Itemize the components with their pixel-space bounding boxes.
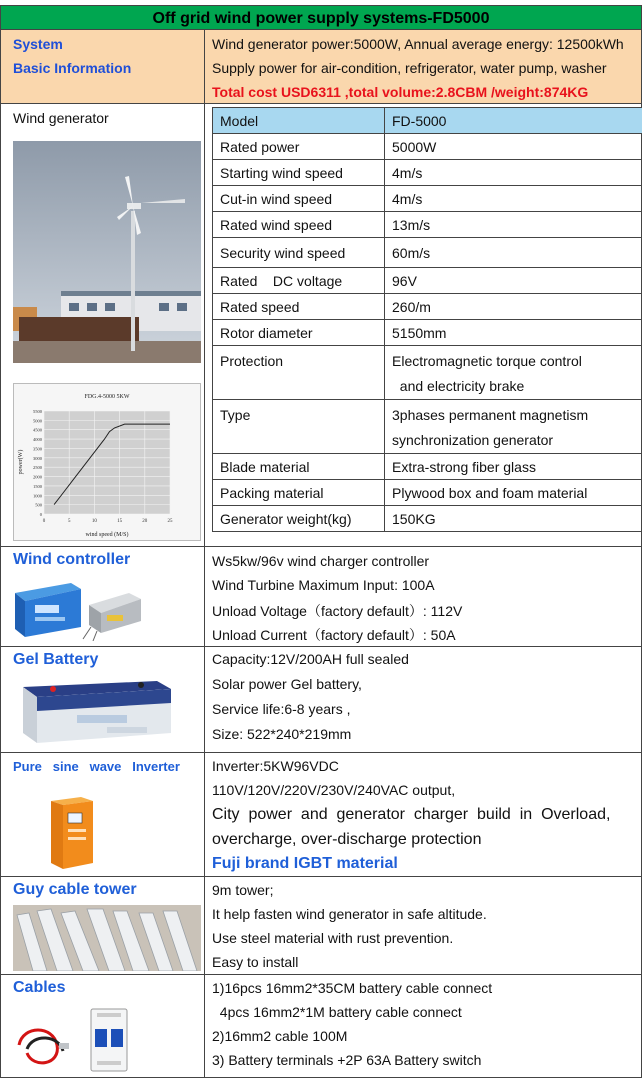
battery-line-3: Service life:6-8 years , bbox=[212, 701, 351, 717]
wind-generator-label: Wind generator bbox=[13, 110, 109, 126]
spec-value: 60m/s bbox=[385, 238, 642, 268]
wind-controller-photo bbox=[11, 575, 146, 641]
x-tick-label: 5 bbox=[67, 519, 71, 524]
y-tick-label: 5500 bbox=[33, 409, 42, 414]
tower-label: Guy cable tower bbox=[13, 881, 137, 898]
spec-key: Security wind speed bbox=[213, 238, 385, 268]
spec-value: 4m/s bbox=[385, 186, 642, 212]
generator-spec-table bbox=[212, 107, 642, 532]
system-label: System bbox=[13, 36, 63, 52]
x-tick-label: 25 bbox=[167, 519, 173, 524]
inverter-section bbox=[0, 753, 642, 877]
spec-row bbox=[213, 212, 642, 238]
chart-ylabel: power(W) bbox=[18, 449, 24, 475]
system-supply-line: Supply power for air-condition, refrigerator, water pump, washer bbox=[212, 60, 607, 76]
spec-value: 5000W bbox=[385, 134, 642, 160]
spec-value bbox=[385, 346, 642, 400]
spec-row bbox=[213, 400, 642, 454]
inverter-photo bbox=[47, 793, 97, 871]
spec-value: 5150mm bbox=[385, 320, 642, 346]
spec-row bbox=[213, 294, 642, 320]
spec-key: Rated DC voltage bbox=[213, 268, 385, 294]
cables-line-4: 3) Battery terminals +2P 63A Battery switch bbox=[212, 1052, 482, 1068]
spec-key: Rated speed bbox=[213, 294, 385, 320]
battery-line-2: Solar power Gel battery, bbox=[212, 676, 362, 692]
wind-turbine-photo bbox=[13, 141, 201, 363]
system-label-cell bbox=[1, 30, 205, 103]
cables-section bbox=[0, 975, 642, 1078]
cables-line-2: 4pcs 16mm2*1M battery cable connect bbox=[212, 1004, 462, 1020]
spec-row bbox=[213, 268, 642, 294]
spec-value: FD-5000 bbox=[385, 108, 642, 134]
controller-line-2: Wind Turbine Maximum Input: 100A bbox=[212, 577, 435, 593]
spec-value: 96V bbox=[385, 268, 642, 294]
spec-value-line: synchronization generator bbox=[392, 432, 554, 448]
y-tick-label: 3000 bbox=[33, 455, 42, 461]
x-tick-label: 0 bbox=[42, 519, 46, 524]
wind-controller-left-cell bbox=[1, 547, 205, 646]
inverter-line-1: Inverter:5KW96VDC bbox=[212, 758, 339, 774]
inverter-line-4: overcharge, over-discharge protection bbox=[212, 831, 482, 848]
y-tick-label: 1000 bbox=[33, 493, 42, 499]
spec-key: Generator weight(kg) bbox=[213, 506, 385, 532]
x-tick-label: 15 bbox=[117, 519, 123, 524]
spec-row bbox=[213, 320, 642, 346]
spec-value: 13m/s bbox=[385, 212, 642, 238]
cables-line-3: 2)16mm2 cable 100M bbox=[212, 1028, 348, 1044]
page-title: Off grid wind power supply systems-FD5000 bbox=[0, 5, 642, 30]
y-tick-label: 4000 bbox=[33, 437, 42, 443]
x-tick-label: 10 bbox=[91, 519, 97, 524]
system-power-line: Wind generator power:5000W, Annual average energy: 12500kWh bbox=[212, 36, 624, 52]
x-tick-label: 20 bbox=[142, 519, 148, 524]
cables-line-1: 1)16pcs 16mm2*35CM battery cable connect bbox=[212, 980, 493, 996]
tower-line-2: It help fasten wind generator in safe altitude. bbox=[212, 906, 487, 922]
y-tick-label: 4500 bbox=[33, 427, 42, 433]
gel-battery-section bbox=[0, 647, 642, 753]
spec-row bbox=[213, 238, 642, 268]
guy-cable-tower-section bbox=[0, 877, 642, 975]
y-tick-label: 2500 bbox=[33, 465, 42, 471]
wind-controller-section bbox=[0, 547, 642, 647]
spec-row bbox=[213, 134, 642, 160]
spec-value: Plywood box and foam material bbox=[385, 480, 642, 506]
spec-key: Cut-in wind speed bbox=[213, 186, 385, 212]
controller-line-3: Unload Voltage（factory default）: 112V bbox=[212, 603, 463, 619]
chart-title: FDG.4-5000 5KW bbox=[84, 394, 130, 400]
inverter-label: Pure sine wave Inverter bbox=[13, 759, 180, 774]
tower-line-4: Easy to install bbox=[212, 954, 299, 970]
y-tick-label: 2000 bbox=[33, 474, 42, 480]
y-tick-label: 3500 bbox=[33, 446, 42, 452]
controller-line-4: Unload Current（factory default）: 50A bbox=[212, 627, 456, 643]
cables-left-cell bbox=[1, 975, 205, 1077]
spec-value: 150KG bbox=[385, 506, 642, 532]
gel-battery-photo bbox=[17, 675, 177, 747]
spec-value-line: and electricity brake bbox=[392, 378, 525, 394]
spec-row bbox=[213, 160, 642, 186]
power-curve-svg bbox=[14, 384, 200, 540]
spec-key: Rated wind speed bbox=[213, 212, 385, 238]
cables-photo bbox=[13, 1005, 143, 1073]
wind-generator-section bbox=[0, 104, 642, 547]
tower-line-3: Use steel material with rust prevention. bbox=[212, 930, 454, 946]
gel-battery-left-cell bbox=[1, 647, 205, 752]
inverter-line-3: City power and generator charger build in Overload, bbox=[212, 806, 611, 823]
system-basic-info bbox=[0, 30, 642, 104]
spec-row bbox=[213, 346, 642, 400]
inverter-line-5: Fuji brand IGBT material bbox=[212, 855, 398, 872]
spec-key: Blade material bbox=[213, 454, 385, 480]
spec-row bbox=[213, 108, 642, 134]
tower-left-cell bbox=[1, 877, 205, 974]
spec-key: Rated power bbox=[213, 134, 385, 160]
controller-line-1: Ws5kw/96v wind charger controller bbox=[212, 553, 430, 569]
battery-line-4: Size: 522*240*219mm bbox=[212, 726, 352, 742]
y-tick-label: 500 bbox=[35, 502, 42, 508]
power-curve-chart bbox=[13, 383, 201, 541]
spec-key: Starting wind speed bbox=[213, 160, 385, 186]
spec-value: Extra-strong fiber glass bbox=[385, 454, 642, 480]
spec-row bbox=[213, 454, 642, 480]
inverter-line-2: 110V/120V/220V/230V/240VAC output, bbox=[212, 782, 456, 798]
y-tick-label: 1500 bbox=[33, 483, 42, 489]
y-tick-label: 5000 bbox=[33, 418, 42, 424]
system-total-cost: Total cost USD6311 ,total volume:2.8CBM /weight:874KG bbox=[212, 84, 589, 100]
plot-area bbox=[44, 411, 170, 514]
spec-value-line: Electromagnetic torque control bbox=[392, 353, 582, 369]
spec-key: Type bbox=[213, 400, 385, 454]
spec-key: Protection bbox=[213, 346, 385, 400]
spec-row bbox=[213, 480, 642, 506]
tower-line-1: 9m tower; bbox=[212, 882, 274, 898]
spec-row bbox=[213, 506, 642, 532]
spec-key: Packing material bbox=[213, 480, 385, 506]
spec-key: Rotor diameter bbox=[213, 320, 385, 346]
gel-battery-label: Gel Battery bbox=[13, 651, 99, 668]
y-tick-label: 0 bbox=[39, 512, 42, 517]
inverter-left-cell bbox=[1, 753, 205, 876]
wind-controller-label: Wind controller bbox=[13, 551, 131, 568]
battery-line-1: Capacity:12V/200AH full sealed bbox=[212, 651, 409, 667]
spec-key: Model bbox=[213, 108, 385, 134]
spec-value-line: 3phases permanent magnetism bbox=[392, 407, 589, 423]
tower-photo bbox=[13, 905, 201, 971]
spec-value bbox=[385, 400, 642, 454]
spec-value: 4m/s bbox=[385, 160, 642, 186]
cables-label: Cables bbox=[13, 979, 66, 996]
wind-generator-left-cell bbox=[1, 104, 205, 546]
spec-value: 260/m bbox=[385, 294, 642, 320]
spec-row bbox=[213, 186, 642, 212]
basic-information-label: Basic Information bbox=[13, 60, 132, 76]
chart-xlabel: wind speed (M/S) bbox=[85, 532, 129, 538]
